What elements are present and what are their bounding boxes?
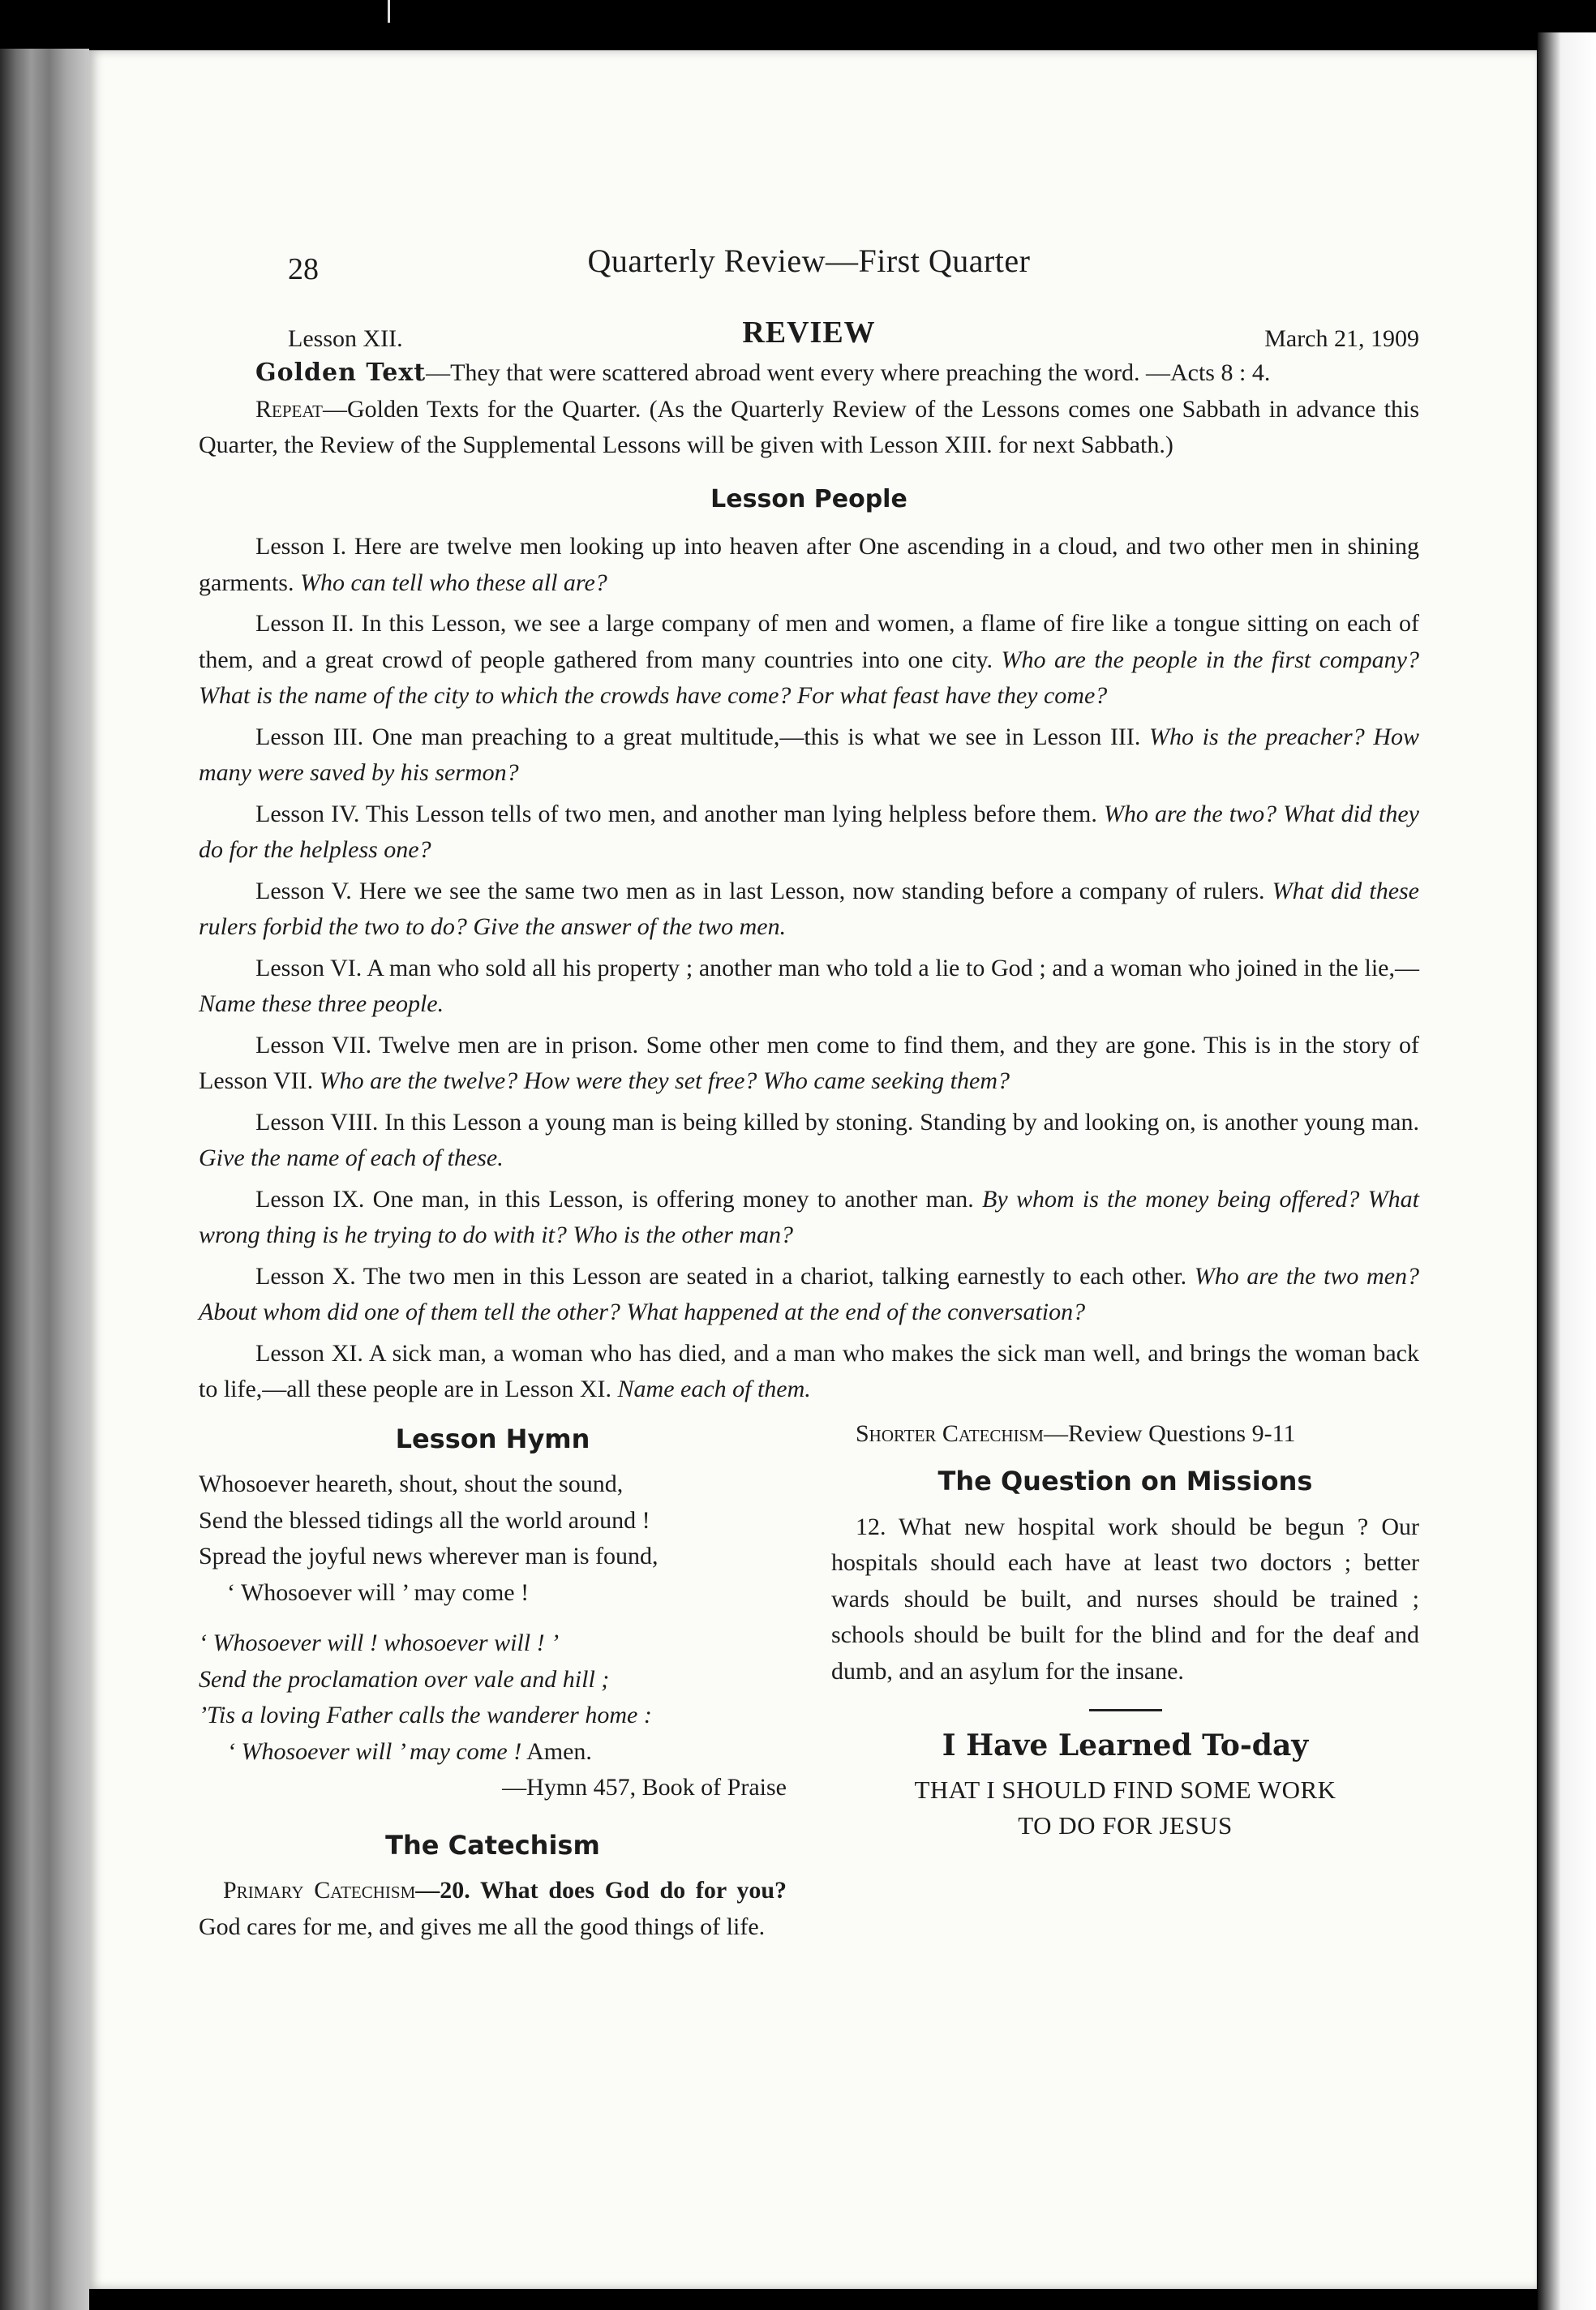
lesson-people-item: [199, 719, 1419, 792]
lesson-people-list: [199, 529, 1419, 1408]
item-text: Lesson VII. Twelve men are in prison. Some other men come to find them, and they are gone. This is in the story of Lesson VII.: [199, 1031, 1419, 1094]
hymn-line: Send the blessed tidings all the world around !: [199, 1506, 650, 1534]
hymn-line: Spread the joyful news wherever man is found,: [199, 1543, 659, 1569]
item-text: Lesson IV. This Lesson tells of two men, and another man lying helpless before them.: [255, 800, 1097, 827]
item-text: Lesson X. The two men in this Lesson are seated in a chariot, talking earnestly to each other.: [255, 1262, 1187, 1290]
item-text: Lesson VI. A man who sold all his property ; another man who told a lie to God ; and a woman who joined in the lie,—: [255, 954, 1419, 981]
lesson-title: REVIEW: [742, 316, 876, 350]
lesson-heading: [199, 315, 1419, 355]
item-question: Name these three people.: [199, 990, 444, 1017]
item-question: Give the name of each of these.: [199, 1144, 504, 1171]
lesson-people-item: [199, 874, 1419, 946]
catechism-answer: God cares for me, and gives me all the good things of life.: [199, 1913, 766, 1940]
item-question: Who are the two? What did they do for the helpless one?: [199, 800, 1419, 863]
shorter-catechism-label: Shorter Catechism: [856, 1419, 1044, 1447]
learned-line-1: THAT I SHOULD FIND SOME WORK: [914, 1775, 1336, 1804]
lesson-people-item: [199, 1259, 1419, 1331]
item-text: Lesson IX. One man, in this Lesson, is offering money to another man.: [255, 1185, 974, 1213]
repeat-paragraph: [199, 392, 1419, 464]
page-header: [199, 243, 1419, 300]
golden-text-body: —They that were scattered abroad went every where preaching the word. —Acts 8 : 4.: [426, 359, 1271, 386]
divider: [1089, 1709, 1162, 1711]
shorter-catechism: [831, 1416, 1419, 1453]
book-page-edges: [0, 49, 89, 2310]
item-question: Name each of them.: [617, 1376, 811, 1402]
hymn-line: Send the proclamation over vale and hill ;: [199, 1665, 610, 1693]
hymn-line: ‘ Whosoever will ’ may come !: [227, 1578, 530, 1606]
hymn-line: ‘ Whosoever will ! whosoever will ! ’: [199, 1629, 560, 1656]
lesson-date: March 21, 1909: [1264, 325, 1419, 352]
lesson-people-item: [199, 1028, 1419, 1100]
scan-mark: [388, 0, 390, 23]
running-head: Quarterly Review—First Quarter: [587, 243, 1031, 279]
lesson-number: Lesson XII.: [288, 325, 403, 352]
item-question: Who are the two men? About whom did one of them tell the other? What happened at the end of the conversation?: [199, 1262, 1420, 1325]
repeat-text: —Golden Texts for the Quarter. (As the Quarterly Review of the Lessons comes one Sabbath in advance this Quarter, the Review of the Supplemental Lessons will be given with Lesson XIII. for next Sabbath.): [199, 395, 1419, 458]
catechism-title: The Catechism: [385, 1829, 600, 1861]
hymn-amen: Amen.: [521, 1737, 592, 1765]
catechism-question: —20. What does God do for you?: [415, 1877, 787, 1904]
hymn-title: Lesson Hymn: [395, 1423, 590, 1454]
lesson-people-item: [199, 529, 1419, 601]
item-text: Lesson XI. A sick man, a woman who has died, and a man who makes the sick man well, and brings the woman back to life,—all these people are in Lesson XI.: [199, 1339, 1419, 1402]
lesson-people-item: [199, 1182, 1419, 1254]
page-content: [199, 243, 1419, 1945]
item-question: Who are the people in the first company? What is the name of the city to which the crowds have come? For what feast have they come?: [199, 646, 1419, 709]
learned-line-2: TO DO FOR JESUS: [1018, 1811, 1233, 1840]
item-question: Who is the preacher? How many were saved by his sermon?: [199, 723, 1420, 786]
hymn-last-line: ‘ Whosoever will ’ may come !: [227, 1737, 522, 1765]
missions-text: 12. What new hospital work should be begun ? Our hospitals should each have at least two doctors ; better wards should be built, and nurses should be trained ; schools should be built for the blind and for the deaf and dumb, and an asylum for the insane.: [831, 1513, 1419, 1685]
hymn-stanza: [199, 1466, 787, 1611]
page-number: 28: [288, 252, 319, 286]
catechism-label: Primary Catechism: [223, 1877, 416, 1904]
lesson-people-item: [199, 1105, 1419, 1177]
lesson-people-item: [199, 951, 1419, 1023]
hymn-line: ’Tis a loving Father calls the wanderer home :: [199, 1702, 652, 1728]
lesson-people-item: [199, 606, 1419, 715]
lesson-people-item: [199, 796, 1419, 869]
hymn-line: Whosoever heareth, shout, shout the sound,: [199, 1471, 624, 1497]
item-question: Who can tell who these all are?: [299, 569, 607, 596]
item-text: Lesson II. In this Lesson, we see a large company of men and women, a flame of fire like a tongue sitting on each of them, and a great crowd of people gathered from many countries into one city.: [199, 610, 1419, 673]
item-text: Lesson VIII. In this Lesson a young man is being killed by stoning. Standing by and looking on, is another young man.: [255, 1108, 1419, 1136]
item-question: Who are the twelve? How were they set free? Who came seeking them?: [319, 1067, 1010, 1094]
lesson-people-item: [199, 1336, 1419, 1408]
right-column: [831, 1416, 1419, 1946]
hymn-chorus: [199, 1625, 787, 1770]
item-text: Lesson III. One man preaching to a great multitude,—this is what we see in Lesson III.: [255, 723, 1141, 750]
item-text: Lesson V. Here we see the same two men as in last Lesson, now standing before a company of rulers.: [255, 877, 1265, 904]
item-text: Lesson I. Here are twelve men looking up into heaven after One ascending in a cloud, and two other men in shining garments.: [199, 533, 1419, 596]
left-column: [199, 1416, 787, 1946]
golden-text-label: Golden Text: [255, 359, 427, 387]
learned-title: I Have Learned To-day: [942, 1728, 1309, 1763]
item-question: What did these rulers forbid the two to do? Give the answer of the two men.: [199, 877, 1419, 940]
hymn-source: —Hymn 457, Book of Praise: [502, 1774, 787, 1801]
facing-page-edge: [1538, 32, 1596, 2310]
item-question: By whom is the money being offered? What wrong thing is he trying to do with it? Who is the other man?: [199, 1185, 1419, 1248]
hymn-line: [199, 1734, 787, 1771]
golden-text: [199, 355, 1419, 392]
missions-title: The Question on Missions: [937, 1466, 1313, 1496]
primary-catechism: [199, 1873, 787, 1945]
shorter-catechism-text: —Review Questions 9-11: [1043, 1419, 1296, 1447]
lesson-people-title: Lesson People: [710, 484, 907, 513]
two-column-section: [199, 1416, 1419, 1946]
repeat-label: Repeat: [255, 395, 324, 423]
